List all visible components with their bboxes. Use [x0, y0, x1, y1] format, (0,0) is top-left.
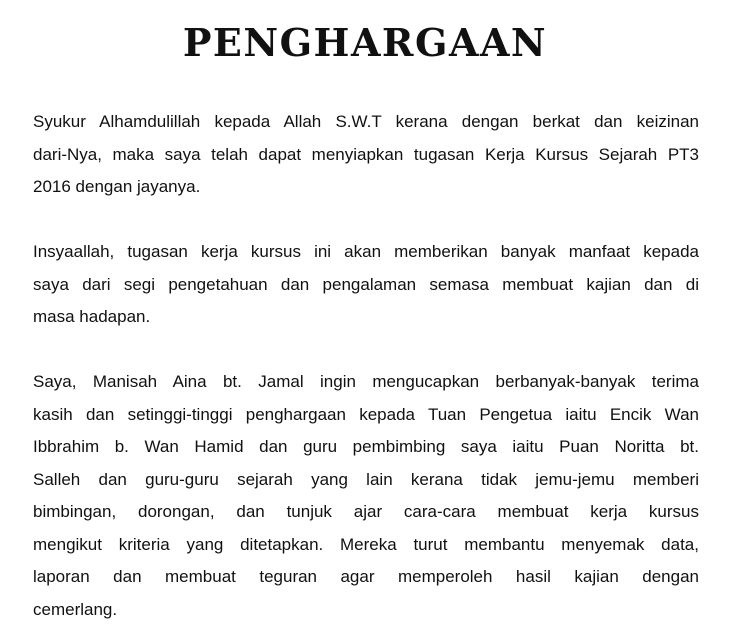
text-line: Salleh dan guru-guru sejarah yang lain kerana tidak jemu-jemu memberi [33, 469, 699, 489]
text-line: Ibbrahim b. Wan Hamid dan guru pembimbing saya iaitu Puan Noritta bt. [33, 437, 699, 456]
text-line: cemerlang. [33, 599, 118, 619]
text-line: saya dari segi pengetahuan dan pengalaman semasa membuat kajian dan di [33, 274, 699, 294]
text-line: kasih dan setinggi-tinggi penghargaan kepada Tuan Pengetua iaitu Encik Wan [33, 404, 699, 424]
text-line: dari-Nya, maka saya telah dapat menyiapkan tugasan Kerja Kursus Sejarah PT3 [33, 144, 699, 164]
page-title: PENGHARGAAN [182, 20, 548, 65]
text-line: mengikut kriteria yang ditetapkan. Mereka turut membantu menyemak data, [33, 534, 699, 554]
text-line: laporan dan membuat teguran agar memperoleh hasil kajian dengan [33, 567, 699, 586]
text-line: Insyaallah, tugasan kerja kursus ini akan memberikan banyak manfaat kepada [33, 242, 699, 261]
text-line: bimbingan, dorongan, dan tunjuk ajar cara-cara membuat kerja kursus [33, 502, 699, 521]
text-line: 2016 dengan jayanya. [33, 177, 201, 196]
text-line: Syukur Alhamdulillah kepada Allah S.W.T kerana dengan berkat dan keizinan [33, 112, 699, 131]
paragraph-acknowledgements [33, 366, 699, 626]
text-line: Saya, Manisah Aina bt. Jamal ingin mengucapkan berbanyak-banyak terima [33, 372, 699, 391]
paragraph-benefits [33, 236, 699, 334]
paragraph-gratitude-intro [33, 106, 699, 204]
text-line: masa hadapan. [33, 307, 151, 326]
